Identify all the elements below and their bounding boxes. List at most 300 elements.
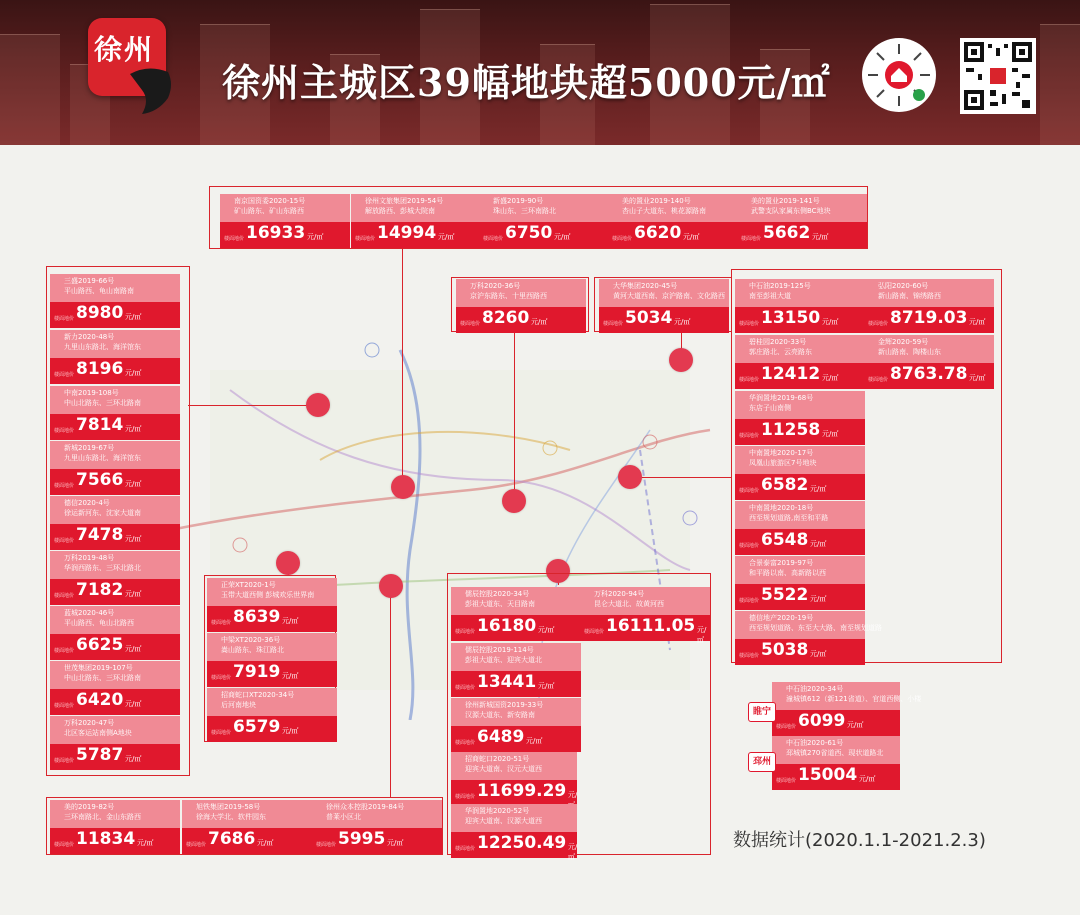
parcel-card[interactable] xyxy=(599,279,729,333)
parcel-name: 徐州众本控股2019-84号 xyxy=(326,803,405,811)
parcel-price-bar xyxy=(50,828,180,854)
parcel-name: 万科2019-48号 xyxy=(64,554,115,562)
parcel-card[interactable] xyxy=(608,194,738,248)
parcel-price-bar xyxy=(451,780,577,806)
parcel-name: 中石油2020-61号 xyxy=(786,739,844,747)
parcel-price-bar xyxy=(735,584,865,610)
price-label: 楼面地价 xyxy=(739,488,760,494)
price-unit: 元/㎡ xyxy=(810,650,827,658)
parcel-price: 6625 xyxy=(76,635,124,655)
parcel-price: 8196 xyxy=(76,359,124,379)
parcel-header xyxy=(50,661,180,689)
parcel-header xyxy=(50,606,180,634)
parcel-price-bar xyxy=(182,828,312,854)
parcel-location: 九里山东路北、海洋馆东 xyxy=(64,343,141,351)
price-label: 楼面地价 xyxy=(211,675,232,681)
parcel-location: 玉带大道西侧 彭城欢乐世界南 xyxy=(221,591,315,599)
leader-line xyxy=(402,247,403,487)
parcel-name: 金辉2020-59号 xyxy=(878,338,929,346)
parcel-location: 新山路南、陶楼山东 xyxy=(878,348,941,356)
parcel-price-bar xyxy=(735,529,865,555)
parcel-name: 碧桂园2020-33号 xyxy=(749,338,807,346)
price-unit: 元/㎡ xyxy=(387,839,404,847)
parcel-location: 徐海大学北、软件园东 xyxy=(196,813,266,821)
parcel-location: 华润西路东、三环北路北 xyxy=(64,564,141,572)
parcel-price-bar xyxy=(864,307,994,333)
parcel-location: 南至彭祖大道 xyxy=(749,292,791,300)
parcel-card[interactable] xyxy=(50,441,180,495)
parcel-price: 16180 xyxy=(477,616,537,636)
price-unit: 元/㎡ xyxy=(810,595,827,603)
parcel-name: 中南置地2020-18号 xyxy=(749,504,814,512)
parcel-location: 后河南地块 xyxy=(221,701,256,709)
parcel-price: 15004 xyxy=(798,765,858,785)
parcel-price: 6420 xyxy=(76,690,124,710)
price-label: 楼面地价 xyxy=(355,236,376,242)
price-unit: 元/㎡ xyxy=(822,318,839,326)
price-unit: 元/㎡ xyxy=(554,233,571,241)
parcel-location: 徐运新河东、沈家大道南 xyxy=(64,509,141,517)
parcel-price: 7919 xyxy=(233,662,281,682)
parcel-price-bar xyxy=(608,222,738,248)
parcel-header xyxy=(451,643,581,671)
parcel-header xyxy=(608,194,738,222)
parcel-name: 儒辰控股2020-34号 xyxy=(465,590,530,598)
parcel-location: 郭庄路北、云亮路东 xyxy=(749,348,812,356)
parcel-card[interactable] xyxy=(479,194,609,248)
price-label: 楼面地价 xyxy=(739,653,760,659)
parcel-header xyxy=(735,611,882,639)
parcel-name: 正荣XT2020-1号 xyxy=(221,581,276,589)
parcel-price-bar xyxy=(451,615,581,641)
parcel-card[interactable] xyxy=(182,800,312,854)
parcel-price-bar xyxy=(50,524,180,550)
location-marker[interactable] xyxy=(276,551,300,575)
parcel-header xyxy=(735,279,865,307)
location-marker[interactable] xyxy=(618,465,642,489)
price-label: 楼面地价 xyxy=(455,629,476,635)
parcel-card[interactable] xyxy=(735,391,865,445)
price-unit: 元/㎡ xyxy=(125,755,142,763)
parcel-price-bar xyxy=(50,579,180,605)
parcel-card[interactable] xyxy=(737,194,867,248)
parcel-card[interactable] xyxy=(735,556,865,610)
leader-line xyxy=(630,477,731,478)
parcel-location: 凤凰山旅游区7号地块 xyxy=(749,459,817,467)
price-label: 楼面地价 xyxy=(603,321,624,327)
parcel-price-bar xyxy=(207,716,337,742)
parcel-header xyxy=(772,682,922,710)
parcel-header xyxy=(50,800,180,828)
parcel-price: 11258 xyxy=(761,420,821,440)
parcel-card[interactable] xyxy=(312,800,442,854)
parcel-price: 12412 xyxy=(761,364,821,384)
parcel-card[interactable] xyxy=(207,578,337,632)
parcel-location: 三环南路北、金山东路西 xyxy=(64,813,141,821)
parcel-location: 矿山路东、矿山东路西 xyxy=(234,207,304,215)
price-unit: 元/㎡ xyxy=(282,727,299,735)
parcel-name: 万科2020-94号 xyxy=(594,590,645,598)
parcel-price-bar xyxy=(50,302,180,328)
parcel-header xyxy=(864,335,994,363)
parcel-name: 中南2019-108号 xyxy=(64,389,119,397)
parcel-card[interactable] xyxy=(451,752,577,806)
parcel-name: 徐州文旅集团2019-54号 xyxy=(365,197,444,205)
parcel-price-bar xyxy=(735,307,865,333)
parcel-price: 11834 xyxy=(76,829,136,849)
price-label: 楼面地价 xyxy=(54,758,75,764)
parcel-price: 16111.05 xyxy=(606,616,696,636)
parcel-price: 7182 xyxy=(76,580,124,600)
parcel-price: 13441 xyxy=(477,672,537,692)
price-unit: 元/㎡ xyxy=(538,682,555,690)
parcel-header xyxy=(312,800,442,828)
county-label-suining: 睢宁 xyxy=(748,702,776,722)
parcel-card[interactable] xyxy=(735,446,865,500)
parcel-price: 11699.29 xyxy=(477,781,567,801)
location-marker[interactable] xyxy=(669,348,693,372)
price-unit: 元/㎡ xyxy=(137,839,154,847)
parcel-card[interactable] xyxy=(451,643,581,697)
location-marker[interactable] xyxy=(391,475,415,499)
price-unit: 元/㎡ xyxy=(307,233,324,241)
location-marker[interactable] xyxy=(379,574,403,598)
parcel-price: 8763.78 xyxy=(890,364,968,384)
parcel-location: 解放路西、彭城大院南 xyxy=(365,207,435,215)
parcel-location: 杏山子大道东、桃花源路南 xyxy=(622,207,706,215)
parcel-card[interactable] xyxy=(50,496,180,550)
price-unit: 元/㎡ xyxy=(125,480,142,488)
parcel-price: 6548 xyxy=(761,530,809,550)
parcel-price-bar xyxy=(735,419,865,445)
parcel-header xyxy=(182,800,312,828)
parcel-card[interactable] xyxy=(735,279,865,333)
parcel-name: 世茂集团2019-107号 xyxy=(64,664,133,672)
parcel-header xyxy=(735,446,865,474)
parcel-header xyxy=(207,578,337,606)
parcel-name: 南京国资委2020-15号 xyxy=(234,197,306,205)
parcel-location: 西至规划道路,南至和平路 xyxy=(749,514,829,522)
price-label: 楼面地价 xyxy=(54,538,75,544)
parcel-price: 5995 xyxy=(338,829,386,849)
parcel-header xyxy=(207,633,337,661)
parcel-location: 彭祖大道东、迎宾大道北 xyxy=(465,656,542,664)
parcel-name: 德信2020-4号 xyxy=(64,499,110,507)
parcel-price: 8260 xyxy=(482,308,530,328)
price-label: 楼面地价 xyxy=(54,316,75,322)
parcel-card[interactable] xyxy=(207,633,337,687)
parcel-price: 6620 xyxy=(634,223,682,243)
parcel-name: 弘阳2020-60号 xyxy=(878,282,929,290)
parcel-name: 大华集团2020-45号 xyxy=(613,282,678,290)
parcel-header xyxy=(220,194,350,222)
price-label: 楼面地价 xyxy=(211,620,232,626)
parcel-price: 7814 xyxy=(76,415,124,435)
parcel-location: 武警支队家属东侧BC地块 xyxy=(751,207,831,215)
qr-code-icon[interactable] xyxy=(960,38,1036,114)
parcel-card[interactable] xyxy=(50,330,180,384)
parcel-location: 昆仑大道北、故黄河西 xyxy=(594,600,664,608)
parcel-card[interactable] xyxy=(351,194,481,248)
price-unit: 元/㎡ xyxy=(125,369,142,377)
parcel-name: 新力2020-48号 xyxy=(64,333,115,341)
parcel-price: 16933 xyxy=(246,223,306,243)
parcel-location: 中山北路东、三环北路南 xyxy=(64,399,141,407)
parcel-price-bar xyxy=(220,222,350,248)
price-unit: 元/㎡ xyxy=(125,590,142,598)
price-unit: 元/㎡ xyxy=(859,775,876,783)
parcel-price: 14994 xyxy=(377,223,437,243)
parcel-location: 九里山东路北、海洋馆东 xyxy=(64,454,141,462)
leader-line xyxy=(514,330,515,500)
price-unit: 元/㎡ xyxy=(969,318,986,326)
parcel-name: 德信地产2020-19号 xyxy=(749,614,814,622)
price-unit: 元/㎡ xyxy=(822,430,839,438)
parcel-price-bar xyxy=(50,414,180,440)
parcel-price-bar xyxy=(50,744,180,770)
parcel-price: 5787 xyxy=(76,745,124,765)
parcel-header xyxy=(735,501,865,529)
parcel-price-bar xyxy=(735,474,865,500)
parcel-price: 6579 xyxy=(233,717,281,737)
parcel-header xyxy=(479,194,609,222)
parcel-name: 中石油2019-125号 xyxy=(749,282,811,290)
price-unit: 元/㎡ xyxy=(257,839,274,847)
price-unit: 元/㎡ xyxy=(812,233,829,241)
parcel-header xyxy=(451,698,581,726)
parcel-name: 新盛2019-90号 xyxy=(493,197,544,205)
price-label: 楼面地价 xyxy=(455,794,476,800)
price-label: 楼面地价 xyxy=(455,740,476,746)
price-unit: 元/㎡ xyxy=(125,535,142,543)
parcel-location: 邳城镇270省道西、现状道路北 xyxy=(786,749,884,757)
price-unit: 元/㎡ xyxy=(568,843,578,861)
parcel-price: 5522 xyxy=(761,585,809,605)
parcel-price: 8719.03 xyxy=(890,308,968,328)
price-unit: 元/㎡ xyxy=(438,233,455,241)
location-marker[interactable] xyxy=(502,489,526,513)
parcel-location: 黄河大道西南、京沪路南、文化路西 xyxy=(613,292,725,300)
parcel-location: 京沪东路东、十里西路西 xyxy=(470,292,547,300)
parcel-card[interactable] xyxy=(772,736,900,790)
parcel-price: 5034 xyxy=(625,308,673,328)
parcel-header xyxy=(864,279,994,307)
price-label: 楼面地价 xyxy=(460,321,481,327)
price-label: 楼面地价 xyxy=(186,842,207,848)
parcel-location: 中山北路东、三环北路南 xyxy=(64,674,141,682)
page-title: 徐州主城区39幅地块超5000元/㎡ xyxy=(222,60,831,105)
parcel-price-bar xyxy=(351,222,481,248)
parcel-price: 13150 xyxy=(761,308,821,328)
parcel-price-bar xyxy=(451,832,578,861)
price-label: 楼面地价 xyxy=(455,685,476,691)
parcel-name: 蓝城2020-46号 xyxy=(64,609,115,617)
price-label: 楼面地价 xyxy=(584,629,605,635)
price-label: 楼面地价 xyxy=(612,236,633,242)
parcel-header xyxy=(735,391,865,419)
mini-program-code-icon[interactable] xyxy=(862,38,936,112)
parcel-price: 7566 xyxy=(76,470,124,490)
price-unit: 元/㎡ xyxy=(697,626,707,644)
parcel-price: 6489 xyxy=(477,727,525,747)
parcel-card[interactable] xyxy=(50,716,180,770)
price-unit: 元/㎡ xyxy=(810,540,827,548)
parcel-price: 5038 xyxy=(761,640,809,660)
parcel-price: 7686 xyxy=(208,829,256,849)
price-label: 楼面地价 xyxy=(54,372,75,378)
parcel-card[interactable] xyxy=(50,800,180,854)
price-unit: 元/㎡ xyxy=(810,485,827,493)
parcel-card[interactable] xyxy=(207,688,337,742)
parcel-card[interactable] xyxy=(735,501,865,555)
price-unit: 元/㎡ xyxy=(674,318,691,326)
price-unit: 元/㎡ xyxy=(538,626,555,634)
parcel-header xyxy=(451,752,577,780)
parcel-price: 6582 xyxy=(761,475,809,495)
parcel-header xyxy=(456,279,586,307)
price-unit: 元/㎡ xyxy=(125,313,142,321)
parcel-card[interactable] xyxy=(451,587,581,641)
parcel-price: 7478 xyxy=(76,525,124,545)
price-unit: 元/㎡ xyxy=(822,374,839,382)
brush-logo-icon xyxy=(128,64,174,116)
price-unit: 元/ xyxy=(568,791,578,799)
parcel-location: 嵩山路东、珠江路北 xyxy=(221,646,284,654)
parcel-name: 招商蛇口2020-51号 xyxy=(465,755,530,763)
parcel-card[interactable] xyxy=(456,279,586,333)
parcel-card[interactable] xyxy=(735,611,882,665)
parcel-card[interactable] xyxy=(772,682,922,736)
parcel-price-bar xyxy=(735,639,865,665)
parcel-location: 珠山东、三环南路北 xyxy=(493,207,556,215)
parcel-price-bar xyxy=(50,689,180,715)
parcel-header xyxy=(735,556,865,584)
parcel-price: 8639 xyxy=(233,607,281,627)
parcel-price: 6750 xyxy=(505,223,553,243)
price-unit: 元/㎡ xyxy=(125,425,142,433)
parcel-price: 5662 xyxy=(763,223,811,243)
parcel-name: 中南置地2020-17号 xyxy=(749,449,814,457)
county-label-pizhou: 邳州 xyxy=(748,752,776,772)
parcel-card[interactable] xyxy=(451,698,581,752)
parcel-price-bar xyxy=(737,222,867,248)
parcel-name: 新城2019-67号 xyxy=(64,444,115,452)
parcel-card[interactable] xyxy=(50,274,180,328)
parcel-card[interactable] xyxy=(864,335,994,389)
price-label: 楼面地价 xyxy=(776,724,797,730)
parcel-location: 新山路南、锦绣路西 xyxy=(878,292,941,300)
parcel-location: 潼城镇612（新121省道）、官道西侧、小楼 xyxy=(786,695,922,703)
price-label: 楼面地价 xyxy=(739,377,760,383)
parcel-card[interactable] xyxy=(451,804,578,861)
parcel-card[interactable] xyxy=(220,194,350,248)
price-unit: 元/㎡ xyxy=(683,233,700,241)
parcel-price: 8980 xyxy=(76,303,124,323)
price-unit: 元/㎡ xyxy=(125,700,142,708)
price-label: 楼面地价 xyxy=(54,483,75,489)
parcel-price-bar xyxy=(735,363,865,389)
parcel-name: 美的置业2019-140号 xyxy=(622,197,691,205)
price-label: 楼面地价 xyxy=(739,598,760,604)
price-label: 楼面地价 xyxy=(211,730,232,736)
parcel-header xyxy=(50,716,180,744)
parcel-price-bar xyxy=(864,363,994,389)
parcel-price-bar xyxy=(772,710,900,736)
parcel-price-bar xyxy=(772,764,900,790)
parcel-header xyxy=(50,330,180,358)
parcel-location: 平山路西、龟山南路南 xyxy=(64,287,134,295)
parcel-card[interactable] xyxy=(735,335,865,389)
parcel-name: 华润置地2019-68号 xyxy=(749,394,814,402)
parcel-card[interactable] xyxy=(864,279,994,333)
parcel-card[interactable] xyxy=(50,661,180,715)
logo-text: 徐州 xyxy=(94,33,155,66)
parcel-price-bar xyxy=(207,661,337,687)
price-label: 楼面地价 xyxy=(739,543,760,549)
parcel-header xyxy=(735,335,865,363)
parcel-location: 汉源大道东、新安路南 xyxy=(465,711,535,719)
parcel-header xyxy=(351,194,481,222)
price-label: 楼面地价 xyxy=(316,842,337,848)
parcel-card[interactable] xyxy=(50,606,180,660)
price-label: 楼面地价 xyxy=(455,846,476,852)
price-unit: 元/㎡ xyxy=(531,318,548,326)
parcel-location: 普莱小区北 xyxy=(326,813,361,821)
price-label: 楼面地价 xyxy=(54,703,75,709)
parcel-card[interactable] xyxy=(50,386,180,440)
parcel-location: 东店子山南侧 xyxy=(749,404,791,412)
parcel-location: 西至规划道路、东至大大路、南至规划道路 xyxy=(749,624,882,632)
price-label: 楼面地价 xyxy=(868,321,889,327)
parcel-name: 美的2019-82号 xyxy=(64,803,115,811)
parcel-price-bar xyxy=(451,726,581,752)
parcel-header xyxy=(737,194,867,222)
price-label: 楼面地价 xyxy=(739,321,760,327)
parcel-location: 迎宾大道南、汉元大道西 xyxy=(465,765,542,773)
parcel-header xyxy=(451,804,577,832)
parcel-name: 万科2020-36号 xyxy=(470,282,521,290)
parcel-price-bar xyxy=(207,606,337,632)
parcel-price: 12250.49 xyxy=(477,833,567,853)
parcel-price-bar xyxy=(312,828,442,854)
parcel-price-bar xyxy=(456,307,586,333)
price-unit: 元/㎡ xyxy=(125,645,142,653)
header-banner xyxy=(0,0,1080,145)
location-marker[interactable] xyxy=(306,393,330,417)
parcel-card[interactable] xyxy=(580,587,710,644)
price-unit: 元/㎡ xyxy=(282,672,299,680)
parcel-name: 招商蛇口XT2020-34号 xyxy=(221,691,295,699)
parcel-header xyxy=(50,274,180,302)
parcel-header xyxy=(599,279,729,307)
parcel-name: 旭铁集团2019-58号 xyxy=(196,803,261,811)
price-label: 楼面地价 xyxy=(739,433,760,439)
price-unit: 元/㎡ xyxy=(969,374,986,382)
parcel-price-bar xyxy=(50,634,180,660)
price-label: 楼面地价 xyxy=(741,236,762,242)
data-period-note: 数据统计(2020.1.1-2021.2.3) xyxy=(733,830,986,851)
parcel-price-bar xyxy=(599,307,729,333)
price-unit: 元/㎡ xyxy=(847,721,864,729)
parcel-header xyxy=(50,496,180,524)
price-label: 楼面地价 xyxy=(483,236,504,242)
parcel-price: 6099 xyxy=(798,711,846,731)
parcel-price-bar xyxy=(50,469,180,495)
parcel-card[interactable] xyxy=(50,551,180,605)
parcel-name: 美的置业2019-141号 xyxy=(751,197,820,205)
price-label: 楼面地价 xyxy=(776,778,797,784)
parcel-location: 彭祖大道东、天目路南 xyxy=(465,600,535,608)
